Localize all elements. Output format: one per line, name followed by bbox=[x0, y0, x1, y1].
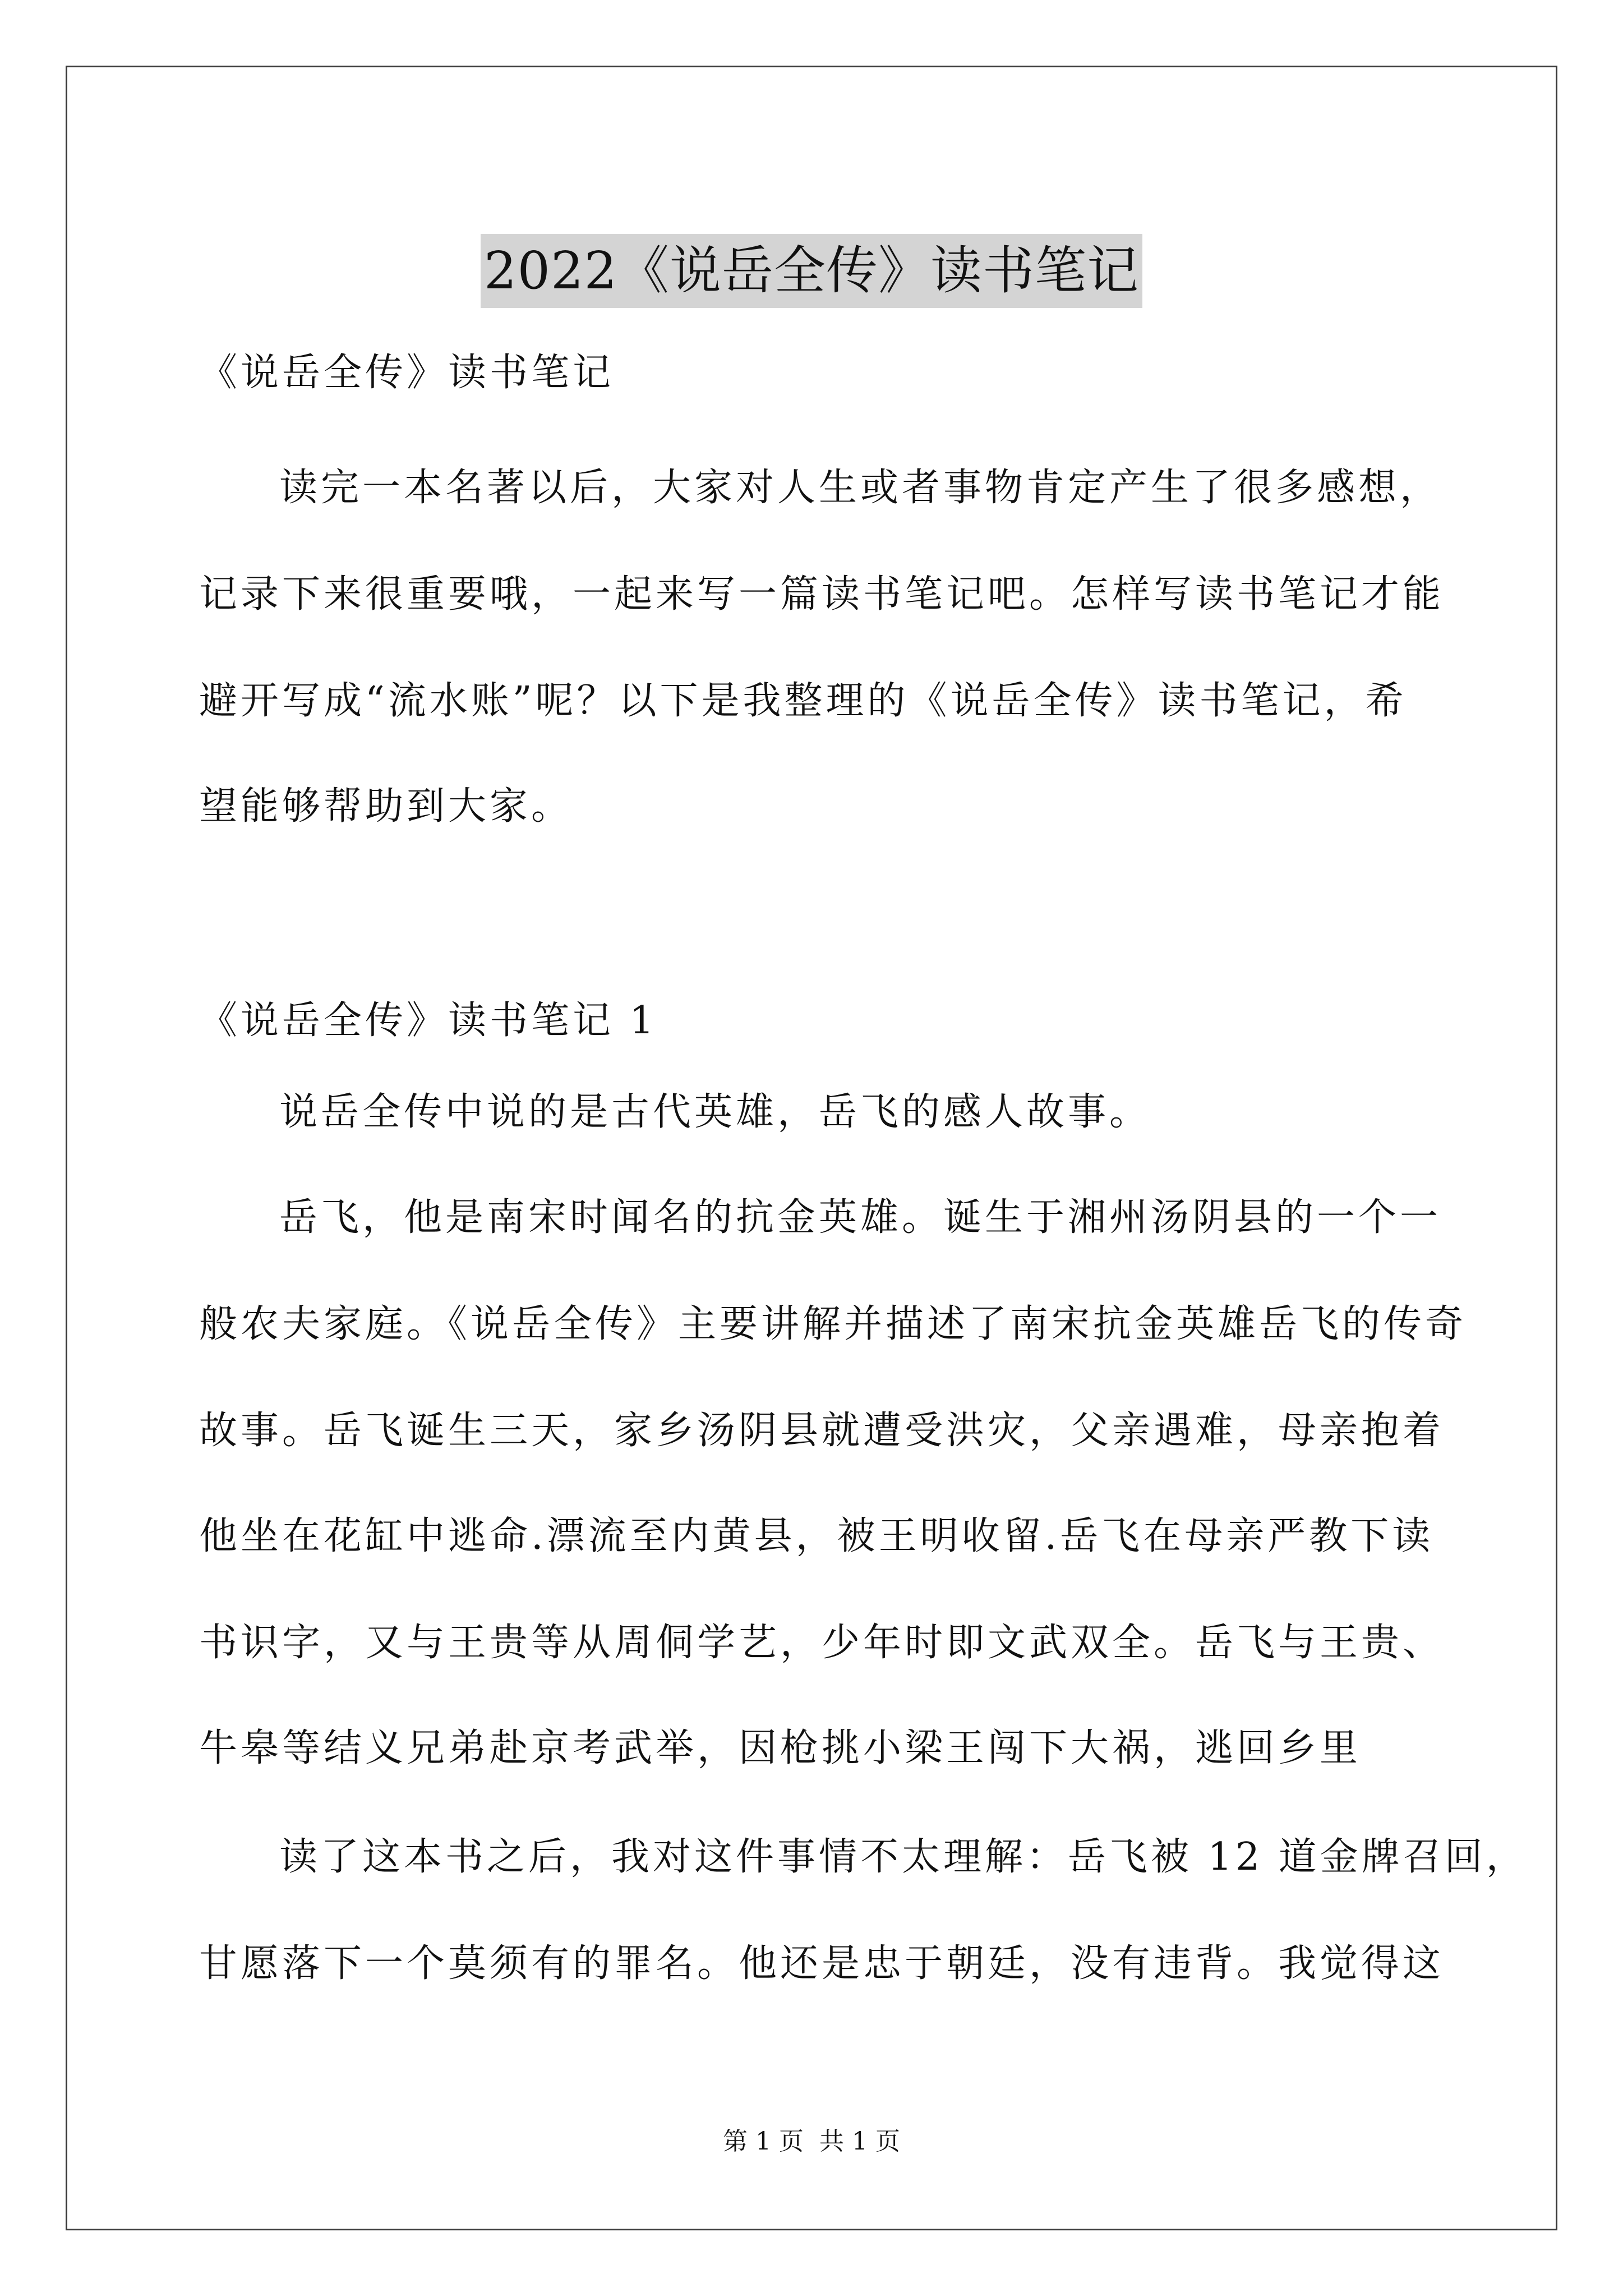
page-footer bbox=[0, 2125, 1623, 2159]
body-line: 牛皋等结义兄弟赴京考武举，因枪挑小梁王闯下大祸，逃回乡里 bbox=[199, 1726, 1362, 1770]
intro-line: 望能够帮助到大家。 bbox=[199, 784, 573, 829]
page-number: 第 1 页 bbox=[723, 2127, 804, 2156]
body-line: 故事。岳飞诞生三天，家乡汤阴县就遭受洪灾，父亲遇难，母亲抱着 bbox=[199, 1409, 1445, 1453]
intro-line: 读完一本名著以后，大家对人生或者事物肯定产生了很多感想， bbox=[279, 466, 1442, 510]
body-line: 说岳全传中说的是古代英雄，岳飞的感人故事。 bbox=[279, 1090, 1151, 1134]
body-line: 般农夫家庭。《说岳全传》主要讲解并描述了南宋抗金英雄岳飞的传奇 bbox=[199, 1302, 1467, 1346]
body-line: 他坐在花缸中逃命.漂流至内黄县，被王明收留.岳飞在母亲严教下读 bbox=[199, 1514, 1434, 1558]
body-line: 书识字，又与王贵等从周侗学艺，少年时即文武双全。岳飞与王贵、 bbox=[199, 1621, 1445, 1665]
subheading: 《说岳全传》读书笔记 bbox=[199, 351, 615, 395]
body-line: 甘愿落下一个莫须有的罪名。他还是忠于朝廷，没有违背。我觉得这 bbox=[199, 1941, 1445, 1986]
intro-line: 记录下来很重要哦，一起来写一篇读书笔记吧。怎样写读书笔记才能 bbox=[199, 572, 1445, 616]
section1-heading: 《说岳全传》读书笔记 1 bbox=[199, 999, 657, 1043]
body-line: 岳飞，他是南宋时闻名的抗金英雄。诞生于湘州汤阴县的一个一 bbox=[279, 1195, 1442, 1240]
document-title[interactable]: 2022《说岳全传》读书笔记 bbox=[481, 234, 1142, 308]
page-total: 共 1 页 bbox=[819, 2127, 900, 2156]
title-container bbox=[0, 199, 1623, 342]
body-line: 读了这本书之后，我对这件事情不太理解：岳飞被 12 道金牌召回， bbox=[279, 1835, 1528, 1879]
intro-line: 避开写成“流水账”呢？以下是我整理的《说岳全传》读书笔记，希 bbox=[199, 679, 1407, 723]
